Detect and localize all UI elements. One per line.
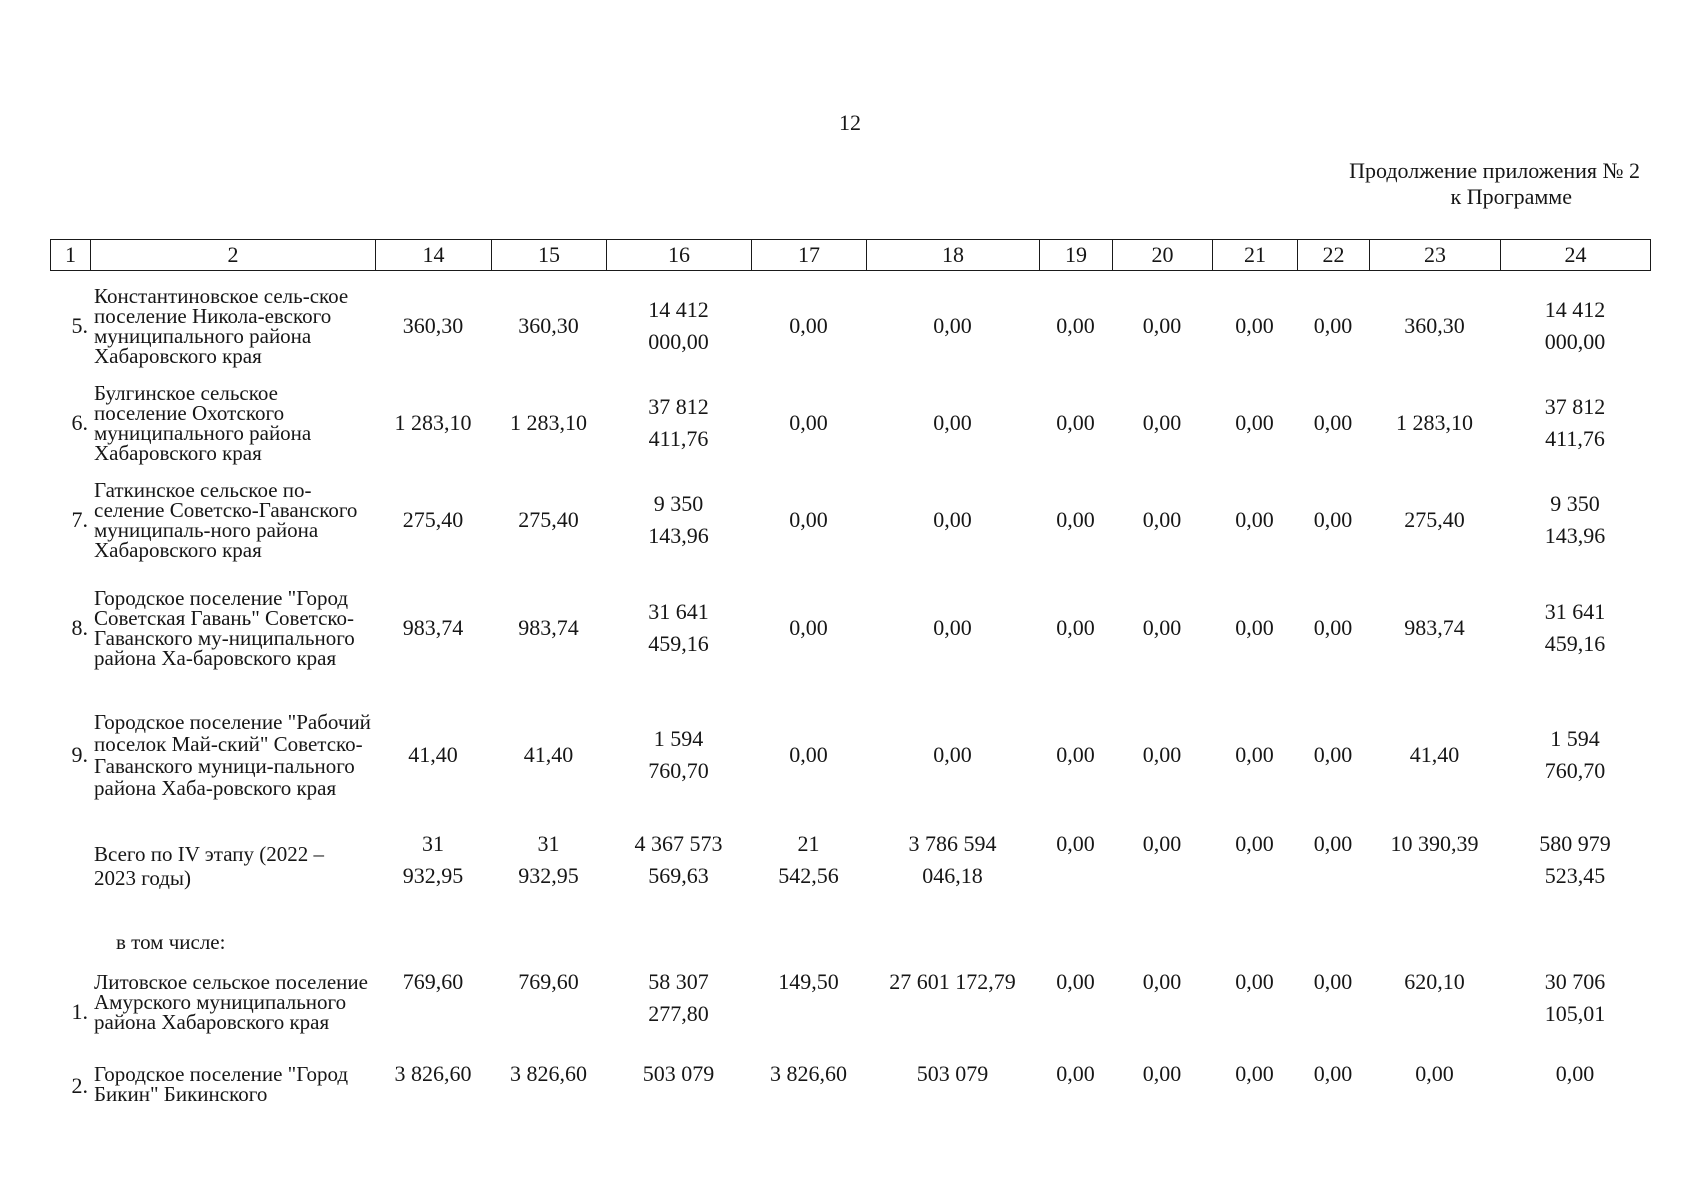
- cell-col-22: [1297, 918, 1369, 966]
- column-header: 17: [752, 240, 867, 271]
- row-number: 7.: [71, 507, 88, 532]
- cell-col-15: 3 826,60: [510, 1061, 587, 1086]
- cell-col-23: 360,30: [1404, 313, 1465, 338]
- appendix-note-line-2: к Программе: [1450, 184, 1572, 209]
- cell-col-16: 58 307 277,80: [648, 969, 709, 1026]
- cell-col-20: 0,00: [1142, 969, 1182, 994]
- cell-col-14: 3 826,60: [394, 1061, 472, 1086]
- cell-col-15: [491, 918, 606, 966]
- column-header: 20: [1113, 240, 1213, 271]
- cell-col-22: 0,00: [1313, 831, 1353, 856]
- cell-col-16: 14 412 000,00: [648, 297, 709, 354]
- column-header: 14: [376, 240, 492, 271]
- cell-col-24: 1 594 760,70: [1544, 726, 1606, 783]
- cell-col-16: 1 594 760,70: [648, 726, 709, 783]
- cell-col-18: 27 601 172,79: [889, 969, 1016, 994]
- table-row: [50, 380, 1650, 466]
- cell-col-22: 0,00: [1313, 742, 1353, 767]
- cell-col-23: 10 390,39: [1390, 831, 1479, 856]
- cell-col-17: 0,00: [789, 313, 828, 338]
- cell-col-17: 0,00: [789, 507, 828, 532]
- municipality-name: Городское поселение "Город Советская Гавань" Советско-Гаванского му-ниципального района Ха-баровского края: [94, 586, 355, 670]
- cell-col-19: 0,00: [1056, 742, 1095, 767]
- column-header: 22: [1298, 240, 1370, 271]
- subsection-label: в том числе:: [116, 930, 226, 954]
- row-number: 9.: [71, 742, 88, 767]
- cell-col-23: 275,40: [1404, 507, 1465, 532]
- table-row: [50, 574, 1650, 682]
- cell-col-15: 1 283,10: [510, 410, 587, 435]
- row-number: [50, 918, 90, 966]
- column-header: 23: [1370, 240, 1501, 271]
- total-label: Всего по IV этапу (2022 – 2023 годы): [94, 842, 324, 890]
- cell-col-15: 983,74: [518, 615, 579, 640]
- cell-col-24: 30 706 105,01: [1544, 969, 1606, 1026]
- cell-col-19: 0,00: [1056, 313, 1095, 338]
- cell-col-21: 0,00: [1235, 831, 1274, 856]
- cell-col-23: 1 283,10: [1396, 410, 1473, 435]
- cell-col-24: 14 412 000,00: [1544, 297, 1606, 354]
- cell-col-19: 0,00: [1056, 410, 1095, 435]
- row-number: 2.: [71, 1073, 88, 1098]
- cell-col-20: 0,00: [1142, 831, 1182, 856]
- cell-col-20: 0,00: [1142, 410, 1182, 435]
- cell-col-17: 0,00: [789, 742, 828, 767]
- cell-col-18: 3 786 594 046,18: [908, 831, 997, 888]
- cell-col-18: [866, 918, 1039, 966]
- cell-col-17: 21 542,56: [778, 831, 839, 888]
- column-header: 24: [1501, 240, 1651, 271]
- cell-col-16: 37 812 411,76: [648, 394, 709, 451]
- subsection-row: [50, 918, 1650, 966]
- cell-col-18: 0,00: [933, 507, 972, 532]
- row-number: 8.: [71, 615, 88, 640]
- cell-col-17: 0,00: [789, 410, 828, 435]
- cell-col-17: [751, 918, 866, 966]
- cell-col-14: 1 283,10: [394, 410, 472, 435]
- total-row: [50, 828, 1650, 918]
- cell-col-17: 0,00: [789, 615, 828, 640]
- column-header: 21: [1213, 240, 1298, 271]
- cell-col-14: [375, 918, 491, 966]
- cell-col-21: 0,00: [1235, 1061, 1274, 1086]
- column-header: 19: [1040, 240, 1113, 271]
- funding-table: [50, 272, 1650, 1114]
- row-number: 1.: [71, 999, 88, 1024]
- cell-col-18: 0,00: [933, 615, 972, 640]
- cell-col-18: 0,00: [933, 313, 972, 338]
- page-number: 12: [839, 110, 861, 135]
- table-row: [50, 682, 1650, 828]
- table-row: [50, 466, 1650, 574]
- cell-col-14: 31 932,95: [402, 831, 464, 888]
- cell-col-22: 0,00: [1313, 507, 1353, 532]
- cell-col-19: 0,00: [1056, 615, 1095, 640]
- table-row: [50, 1058, 1650, 1114]
- cell-col-21: 0,00: [1235, 313, 1274, 338]
- cell-col-16: 9 350 143,96: [648, 491, 709, 548]
- municipality-name: Городское поселение "Рабочий поселок Май-ский" Советско-Гаванского муници-пального района Хаба-ровского края: [94, 710, 371, 800]
- cell-col-21: 0,00: [1235, 742, 1274, 767]
- cell-col-22: 0,00: [1313, 969, 1353, 994]
- cell-col-19: 0,00: [1056, 969, 1095, 994]
- column-header: 18: [867, 240, 1040, 271]
- cell-col-14: 769,60: [402, 969, 464, 994]
- cell-col-15: 31 932,95: [518, 831, 579, 888]
- appendix-note-line-1: Продолжение приложения № 2: [1349, 158, 1640, 183]
- cell-col-14: 983,74: [402, 615, 464, 640]
- cell-col-16: [606, 918, 751, 966]
- cell-col-18: 503 079: [916, 1061, 989, 1086]
- municipality-name: Литовское сельское поселение Амурского муниципального района Хабаровского края: [94, 970, 368, 1034]
- cell-col-14: 360,30: [402, 313, 464, 338]
- cell-col-19: 0,00: [1056, 507, 1095, 532]
- appendix-note: [1240, 158, 1640, 210]
- cell-col-22: 0,00: [1313, 1061, 1353, 1086]
- cell-col-21: 0,00: [1235, 410, 1274, 435]
- municipality-name: Булгинское сельское поселение Охотского муниципального района Хабаровского края: [94, 381, 312, 465]
- cell-col-24: 580 979 523,45: [1539, 831, 1611, 888]
- cell-col-24: 37 812 411,76: [1544, 394, 1606, 451]
- cell-col-22: 0,00: [1313, 313, 1353, 338]
- cell-col-24: 0,00: [1555, 1061, 1595, 1086]
- cell-col-23: 620,10: [1404, 969, 1465, 994]
- cell-col-20: 0,00: [1142, 1061, 1182, 1086]
- cell-col-20: 0,00: [1142, 615, 1182, 640]
- municipality-name: Константиновское сель-ское поселение Никола-евского муниципального района Хабаровского края: [94, 284, 349, 368]
- cell-col-21: [1212, 918, 1297, 966]
- cell-col-19: [1039, 918, 1112, 966]
- cell-col-19: 0,00: [1056, 1061, 1095, 1086]
- cell-col-17: 3 826,60: [770, 1061, 847, 1086]
- table-row: [50, 966, 1650, 1058]
- cell-col-14: 41,40: [408, 742, 458, 767]
- row-number: [50, 828, 90, 918]
- cell-col-22: 0,00: [1313, 615, 1353, 640]
- cell-col-23: 41,40: [1409, 742, 1460, 767]
- column-header: 1: [51, 240, 91, 271]
- cell-col-16: 503 079: [642, 1061, 715, 1086]
- cell-col-21: 0,00: [1235, 969, 1274, 994]
- cell-col-15: 360,30: [518, 313, 579, 338]
- cell-col-23: 983,74: [1404, 615, 1465, 640]
- cell-col-21: 0,00: [1235, 507, 1274, 532]
- cell-col-24: 9 350 143,96: [1544, 491, 1606, 548]
- cell-col-22: 0,00: [1313, 410, 1353, 435]
- row-number: 5.: [71, 313, 88, 338]
- column-header-row: [51, 240, 1651, 271]
- cell-col-24: [1500, 918, 1650, 966]
- cell-col-23: [1369, 918, 1500, 966]
- column-header-table: [50, 239, 1651, 271]
- column-header: 15: [492, 240, 607, 271]
- cell-col-21: 0,00: [1235, 615, 1274, 640]
- cell-col-24: 31 641 459,16: [1544, 599, 1606, 656]
- cell-col-15: 275,40: [518, 507, 579, 532]
- cell-col-18: 0,00: [933, 742, 972, 767]
- municipality-name: Гаткинское сельское по-селение Советско-Гаванского муниципаль-ного района Хабаровского края: [94, 478, 358, 562]
- cell-col-19: 0,00: [1056, 831, 1095, 856]
- column-header: 16: [607, 240, 752, 271]
- cell-col-17: 149,50: [778, 969, 839, 994]
- cell-col-20: [1112, 918, 1212, 966]
- cell-col-20: 0,00: [1142, 313, 1182, 338]
- row-number: 6.: [71, 410, 88, 435]
- cell-col-20: 0,00: [1142, 507, 1182, 532]
- municipality-name: Городское поселение "Город Бикин" Бикинского: [94, 1062, 349, 1106]
- table-row: [50, 272, 1650, 380]
- cell-col-14: 275,40: [402, 507, 464, 532]
- column-header: 2: [91, 240, 376, 271]
- cell-col-16: 4 367 573 569,63: [634, 831, 723, 888]
- cell-col-15: 41,40: [523, 742, 574, 767]
- cell-col-15: 769,60: [518, 969, 579, 994]
- cell-col-16: 31 641 459,16: [648, 599, 709, 656]
- cell-col-20: 0,00: [1142, 742, 1182, 767]
- cell-col-23: 0,00: [1415, 1061, 1454, 1086]
- cell-col-18: 0,00: [933, 410, 972, 435]
